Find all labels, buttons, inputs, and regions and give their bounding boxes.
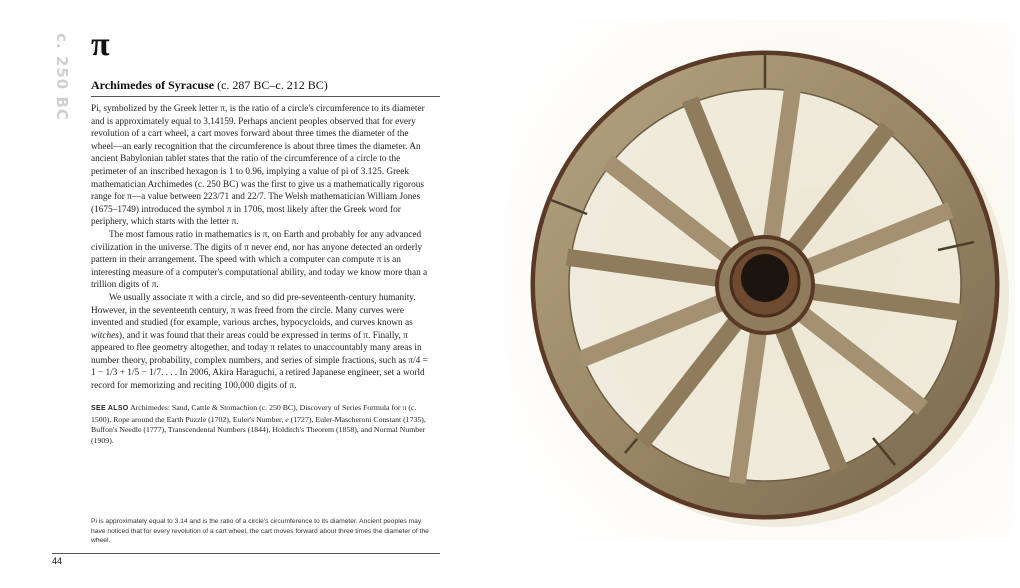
page-number: 44 — [52, 556, 63, 566]
paragraph-3-before: We usually associate π with a circle, and so did pre-seventeenth-century humanity. However, in the seventeenth century, π was freed from the circle. Many curves were invented and studied (for example, various arches, hypocycloids, and curves known as — [91, 292, 416, 329]
hub-hole — [741, 254, 789, 302]
see-also-label: SEE ALSO — [91, 405, 129, 412]
footer-rule — [52, 553, 440, 554]
paragraph-3 — [91, 292, 433, 393]
see-also-after: (1727), Euler-Mascheroni Constant (1735), Buffon's Needle (1777), Transcendental Numbers (1844), Holditch's Theorem (1858), and Normal Number (1909). — [91, 414, 426, 445]
paragraph-2: The most famous ratio in mathematics is π, on Earth and probably for any advanced civilization in the universe. The digits of π never end, nor has anyone detected an orderly pattern in their arrangement. The speed with which a computer can compute π is an interesting measure of a computer's computational ability, and today we know more than a trillion digits of π. — [91, 229, 428, 291]
cart-wheel-photo — [505, 20, 1015, 540]
title-name: Archimedes of Syracuse — [91, 78, 215, 92]
paragraph-1: Pi, symbolized by the Greek letter π, is the ratio of a circle's circumference to its diameter and is approximately equal to 3.14159. Perhaps ancient peoples observed that for every revolution of a cart wheel, a cart moves forward about three times the diameter of the wheel—an early recognition that the circumference is about three times the diameter. An ancient Babylonian tablet states that the ratio of the circumference of a circle to the perimeter of an inscribed hexagon is 1 to 0.96, implying a value of pi of 3.125. Greek mathematician Archimedes (c. 250 BC) was the first to give us a mathematically rigorous range for π—a value between 223/71 and 22/7. The Welsh mathematician William Jones (1675–1749) introduced the symbol π in 1706, most likely after the Greek word for periphery, which starts with the letter π. — [91, 104, 425, 228]
paragraph-3-after: ), and it was found that their areas could be expressed in terms of π. Finally, π appeared to flee geometry altogether, and today π relates to unaccountably many areas in number theory, probability, complex numbers, and series of simple fractions, such as π/4 = 1 − 1/3 + 1/5 − 1/7. . . . In 2006, Akira Haraguchi, a retired Japanese engineer, set a world record for memorizing and reciting 100,000 digits of π. — [91, 330, 428, 392]
entry-body — [91, 103, 433, 393]
pi-symbol: π — [91, 26, 110, 63]
entry-title — [91, 78, 440, 97]
see-also-italic: e — [285, 414, 289, 424]
title-dates: (c. 287 BC–c. 212 BC) — [217, 78, 328, 92]
see-also-before: Archimedes: Sand, Cattle & Stomachion (c. 250 BC), Discovery of Series Formula for π (c. 1500), Rope around the Earth Puzzle (1702), Euler's Number, — [91, 403, 417, 424]
paragraph-3-italic: witches — [91, 330, 119, 341]
see-also — [91, 403, 433, 446]
photo-caption: Pi is approximately equal to 3.14 and is the ratio of a circle's circumference to its diameter. Ancient peoples may have noticed that for every revolution of a cart wheel, the cart moves forward about three times the diameter of the wheel. — [91, 518, 429, 545]
year-tab — [46, 34, 76, 124]
year-label: c. 250 BC — [52, 33, 71, 121]
